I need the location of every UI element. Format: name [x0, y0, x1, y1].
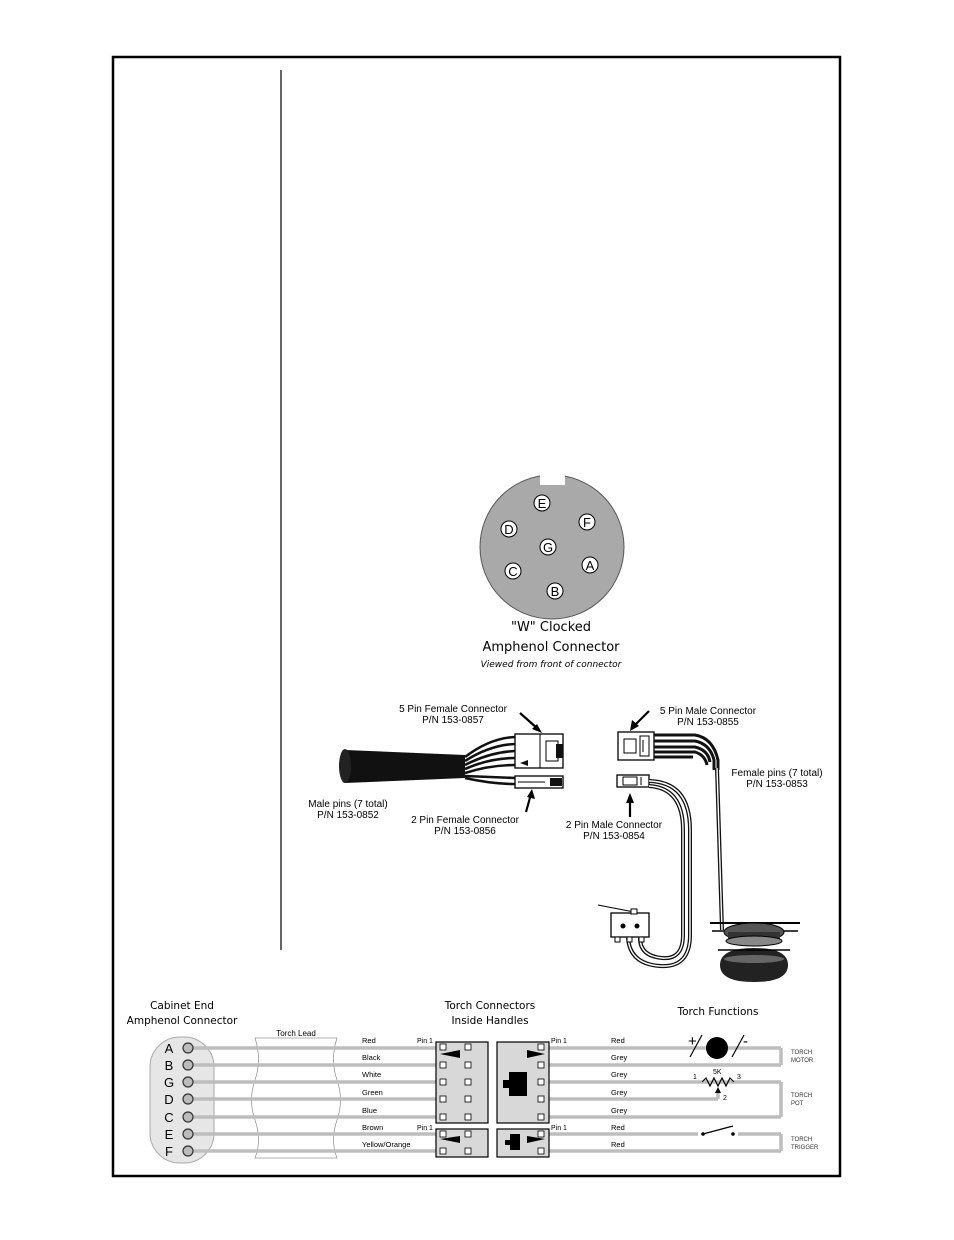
- male2-pn-label: P/N 153-0854: [583, 831, 645, 842]
- svg-text:G: G: [542, 540, 554, 555]
- svg-text:B: B: [550, 584, 560, 599]
- cabinet-pin-b: B: [164, 1058, 174, 1073]
- torch-connectors-label-2: Inside Handles: [451, 1015, 529, 1027]
- amphenol-subtitle: Viewed from front of connector: [480, 660, 622, 670]
- torch-connectors-label-1: Torch Connectors: [444, 1000, 536, 1012]
- right-wire-label-4: Grey: [611, 1088, 628, 1097]
- wire-label-yellow-orange: Yellow/Orange: [362, 1140, 411, 1149]
- right-wire-label-3: Grey: [611, 1070, 628, 1079]
- male5-pn-label: P/N 153-0855: [677, 717, 739, 728]
- pot-pin3-label: 3: [737, 1074, 741, 1081]
- male2-name-label: 2 Pin Male Connector: [565, 820, 663, 831]
- cabinet-pin-g: G: [163, 1075, 175, 1090]
- wire-label-black: Black: [362, 1053, 381, 1062]
- amphenol-pin-c: [505, 563, 521, 579]
- torch-functions-label: Torch Functions: [677, 1006, 759, 1018]
- right-wire-label-1: Red: [611, 1036, 625, 1045]
- right-wire-label-5: Grey: [611, 1106, 628, 1115]
- pin1-label-left-top: Pin 1: [417, 1038, 433, 1045]
- func-trigger-1: TORCH: [791, 1137, 813, 1143]
- svg-text:A: A: [585, 558, 595, 573]
- female2-name-label: 2 Pin Female Connector: [411, 815, 519, 826]
- cabinet-pin-f: F: [165, 1144, 173, 1159]
- cabinet-pin-e: E: [164, 1127, 174, 1142]
- func-trigger-2: TRIGGER: [791, 1145, 819, 1151]
- svg-text:E: E: [537, 496, 547, 511]
- motor-plus-label: +: [688, 1033, 697, 1050]
- pin1-label-left-bottom: Pin 1: [417, 1125, 433, 1132]
- female5-pn-label: P/N 153-0857: [422, 715, 484, 726]
- cabinet-pin-a: A: [164, 1041, 174, 1056]
- schematic-5pin-female: [436, 1042, 488, 1123]
- right-wire-label-6: Red: [611, 1123, 625, 1132]
- cabinet-end-label-1: Cabinet End: [150, 1000, 214, 1012]
- amphenol-connector-face: [480, 473, 624, 619]
- two-pin-female-connector: [515, 776, 563, 788]
- svg-text:D: D: [504, 522, 514, 537]
- right-wire-label-7: Red: [611, 1140, 625, 1149]
- cabinet-pin-d: D: [164, 1092, 174, 1107]
- female5-name-label: 5 Pin Female Connector: [399, 704, 507, 715]
- female-pins-name-label: Female pins (7 total): [731, 768, 823, 779]
- right-wire-label-2: Grey: [611, 1053, 628, 1062]
- left-wire-labels: [362, 1036, 411, 1149]
- schematic-2pin-female: [436, 1129, 488, 1157]
- svg-text:F: F: [583, 515, 591, 530]
- func-motor-2: MOTOR: [791, 1058, 814, 1064]
- right-wire-labels: [611, 1036, 628, 1149]
- male-pins-name-label: Male pins (7 total): [308, 799, 388, 810]
- pot-pin1-label: 1: [693, 1074, 697, 1081]
- trigger-switch-symbol: [698, 1126, 738, 1137]
- pot-pin2-label: 2: [723, 1095, 727, 1102]
- motor-minus-label: -: [743, 1033, 748, 1050]
- female-pins-pn-label: P/N 153-0853: [746, 779, 808, 790]
- torch-lead-label: Torch Lead: [276, 1029, 316, 1038]
- torch-motor-knob: [710, 923, 800, 982]
- amphenol-pin-f: [579, 514, 595, 530]
- pot-5k-label: 5K: [713, 1069, 722, 1076]
- func-pot-2: POT: [791, 1101, 804, 1107]
- wire-label-green: Green: [362, 1088, 383, 1097]
- two-pin-male-connector: [617, 775, 649, 787]
- male5-name-label: 5 Pin Male Connector: [659, 706, 757, 717]
- pin1-label-right-bottom: Pin 1: [551, 1125, 567, 1132]
- wire-label-brown: Brown: [362, 1123, 384, 1132]
- male-pins-pn-label: P/N 153-0852: [317, 810, 379, 821]
- amphenol-pin-e: [534, 495, 550, 511]
- func-motor-1: TORCH: [791, 1050, 813, 1056]
- torch-cable-illustration: [339, 711, 800, 982]
- schematic-5pin-male: [497, 1042, 549, 1123]
- svg-text:C: C: [508, 564, 518, 579]
- function-labels: [791, 1050, 819, 1151]
- female2-pn-label: P/N 153-0856: [434, 826, 496, 837]
- schematic-2pin-male: [497, 1129, 549, 1157]
- amphenol-title-line1: "W" Clocked: [510, 620, 592, 635]
- cabinet-end-label-2: Amphenol Connector: [126, 1015, 238, 1027]
- wire-label-blue: Blue: [362, 1106, 378, 1115]
- pin1-label-right-top: Pin 1: [551, 1038, 567, 1045]
- motor-symbol: [688, 1033, 748, 1059]
- amphenol-title-line2: Amphenol Connector: [482, 640, 620, 655]
- amphenol-pin-d: [501, 521, 517, 537]
- wire-label-red: Red: [362, 1036, 376, 1045]
- amphenol-pin-b: [547, 583, 563, 599]
- trigger-switch: [598, 905, 649, 942]
- amphenol-pin-g: [540, 539, 556, 555]
- amphenol-pin-a: [582, 557, 598, 573]
- wire-label-white: White: [362, 1070, 382, 1079]
- five-pin-female-connector: [515, 734, 563, 768]
- func-pot-1: TORCH: [791, 1093, 813, 1099]
- cabinet-pin-c: C: [164, 1110, 174, 1125]
- five-pin-male-connector: [618, 732, 654, 760]
